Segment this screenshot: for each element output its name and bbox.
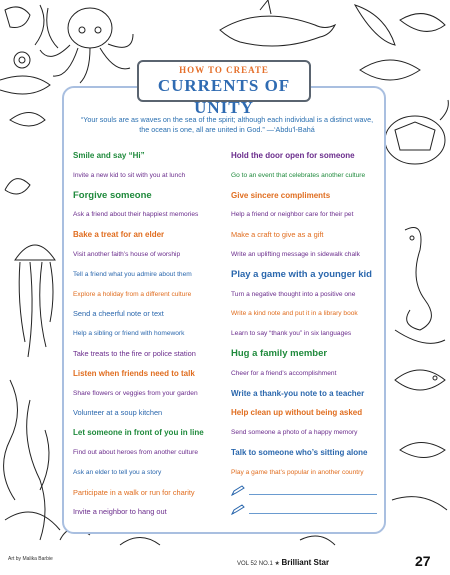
issue-info (237, 558, 329, 567)
activity-item: Help a sibling or friend with homework (73, 330, 185, 338)
activity-item: Find out about heroes from another culture (73, 449, 198, 456)
activity-item: Hold the door open for someone (231, 151, 355, 160)
activity-item: Participate in a walk or run for charity (73, 487, 195, 497)
activity-item: Ask an elder to tell you a story (73, 468, 162, 476)
activity-item: Take treats to the fire or police station (73, 349, 196, 358)
activity-item: Play a game with a younger kid (231, 268, 372, 280)
activity-item: Send a cheerful note or text (73, 309, 164, 319)
activity-item: Invite a new kid to sit with you at lunch (73, 171, 186, 179)
write-in-line[interactable] (231, 504, 379, 516)
activity-item: Smile and say “Hi” (73, 151, 145, 160)
activity-item: Write a kind note and put it in a library book (231, 310, 358, 318)
activity-item: Write a thank-you note to a teacher (231, 388, 365, 398)
activity-item: Invite a neighbor to hang out (73, 507, 167, 517)
title-line-1: HOW TO CREATE (179, 65, 269, 75)
activity-item: Send someone a photo of a happy memory (231, 429, 358, 437)
activity-item: Let someone in front of you in line (73, 428, 204, 438)
activity-item: Help clean up without being asked (231, 408, 363, 418)
activity-item: Tell a friend what you admire about them (73, 270, 192, 278)
write-in-line[interactable] (231, 485, 379, 497)
activity-item: Give sincere compliments (231, 190, 331, 200)
blank-line (249, 513, 377, 514)
activity-item: Learn to say “thank you” in six languages (231, 330, 352, 338)
pencil-icon (231, 504, 245, 516)
blank-line (249, 494, 377, 495)
title-line-2: CURRENTS OF UNITY (157, 76, 291, 117)
quote-text: “Your souls are as waves on the sea of the spirit; although each individual is a distinct wave, the ocean is one, all are united in God.” —‘Abdu’l-Bahá (80, 115, 374, 134)
activity-item: Bake a treat for an elder (73, 230, 165, 240)
activity-item: Forgive someone (73, 189, 152, 201)
magazine-name: Brilliant Star (281, 558, 330, 567)
star-icon: ★ (274, 561, 282, 567)
activity-item: Write an uplifting message in sidewalk chalk (231, 251, 360, 258)
title-banner (137, 60, 311, 117)
activity-item: Share flowers or veggies from your garden (73, 389, 198, 397)
activity-item: Listen when friends need to talk (73, 368, 195, 378)
activity-item: Cheer for a friend’s accomplishment (231, 369, 337, 377)
activity-item: Explore a holiday from a different culture (73, 290, 192, 298)
activity-item: Visit another faith’s house of worship (73, 251, 181, 258)
page-number: 27 (415, 553, 431, 569)
activity-item: Hug a family member (231, 348, 328, 359)
activity-item: Turn a negative thought into a positive one (231, 290, 356, 298)
pencil-icon (231, 485, 245, 497)
activity-item: Go to an event that celebrates another culture (231, 171, 366, 179)
activity-item: Ask a friend about their happiest memories (73, 211, 199, 219)
art-credit: Art by Malika Barbie (8, 556, 53, 562)
activity-item: Volunteer at a soup kitchen (73, 408, 163, 418)
activity-item: Play a game that’s popular in another country (231, 468, 364, 476)
activity-item: Make a craft to give as a gift (231, 230, 324, 240)
activity-item: Talk to someone who’s sitting alone (231, 448, 368, 457)
activity-item: Help a friend or neighbor care for their pet (231, 211, 354, 219)
issue-number: VOL 52 NO.1 (237, 561, 273, 567)
